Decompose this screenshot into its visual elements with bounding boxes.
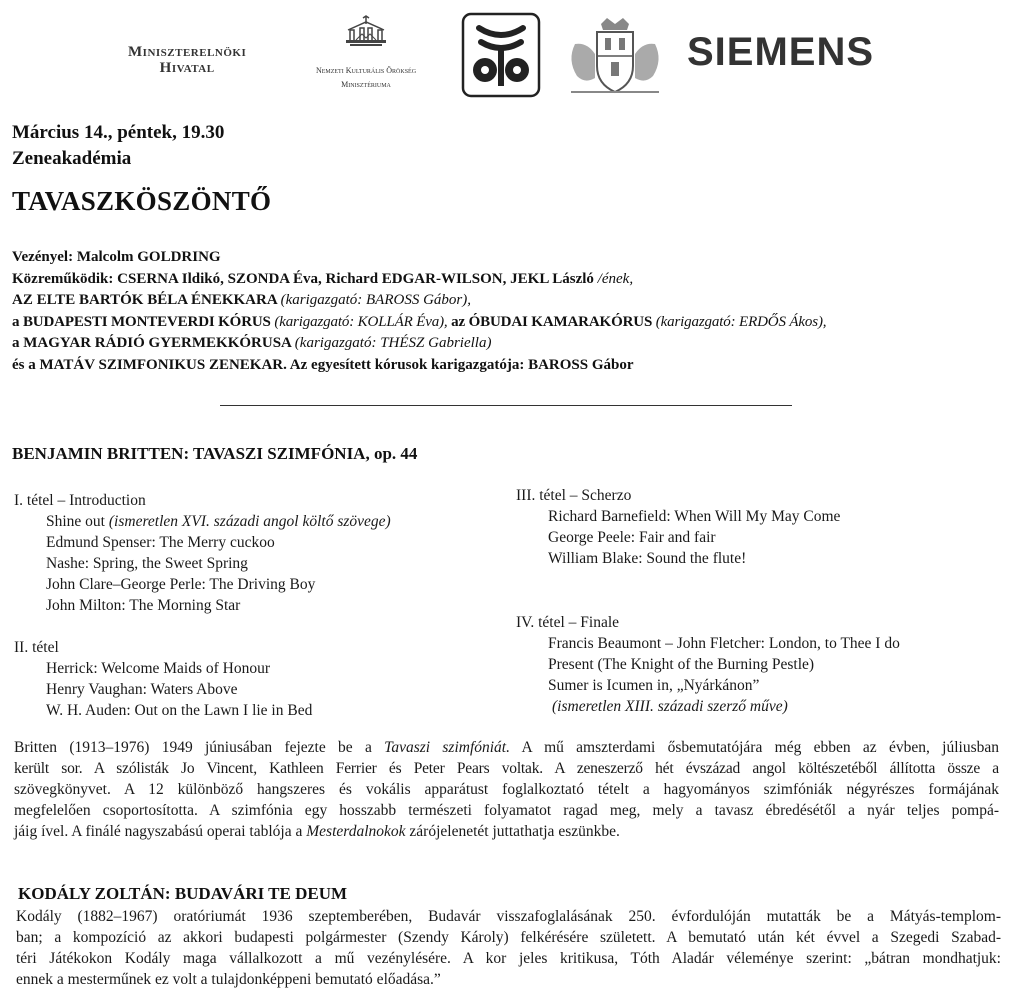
- movement-item: Herrick: Welcome Maids of Honour: [46, 660, 271, 677]
- choir-line: AZ ELTE BARTÓK BÉLA ÉNEKKARA (karigazgató: BAROSS Gábor),: [12, 292, 471, 308]
- movement-item: Sumer is Icumen in, „Nyárkánon”: [548, 677, 760, 694]
- paragraph-line: Kodály (1882–1967) oratóriumát 1936 szeptemberében, Budavár visszafoglalásának 250. évfordulóján mutatták be a Mátyás-templom-: [16, 908, 1001, 925]
- logo-siemens: SIEMENS: [687, 30, 875, 74]
- paragraph-line: téri Játékokon Kodály maga vállalkozott a mű vezénylésére. A kor jeles kritikusa, Tóth Aladár véleménye szerint: „bátran mondhatjuk:: [16, 950, 1001, 967]
- orchestra-line: és a MATÁV SZIMFONIKUS ZENEKAR. Az egyesített kórusok karigazgatója: BAROSS Gábor: [12, 356, 634, 373]
- movement-title: IV. tétel – Finale: [516, 614, 620, 631]
- movement-title: III. tétel – Scherzo: [516, 487, 632, 504]
- movement-item: Richard Barnefield: When Will My May Come: [548, 508, 841, 525]
- movement-3: [516, 485, 840, 569]
- movement-item: Present (The Knight of the Burning Pestle): [548, 656, 815, 673]
- paragraph-line: szövegkönyvet. A 12 különböző hangszeres és vokális apparátust foglalkoztató tételt a hagyományos szimfóniák négyrészes formájának: [14, 781, 999, 798]
- movement-item: William Blake: Sound the flute!: [548, 550, 747, 567]
- movement-title: II. tétel: [14, 639, 59, 656]
- paragraph-line: ennek a mesterműnek ez volt a tulajdonképpeni bemutató előadása.”: [16, 971, 441, 988]
- soloists-line: Közreműködik: CSERNA Ildikó, SZONDA Éva, Richard EDGAR-WILSON, JEKL László /ének,: [12, 270, 634, 287]
- movement-title: I. tétel – Introduction: [14, 492, 146, 509]
- movement-item: (ismeretlen XIII. századi szerző műve): [552, 698, 788, 715]
- sponsor-logos: [0, 0, 1012, 110]
- section-divider: [220, 405, 792, 406]
- britten-description: [14, 737, 999, 842]
- movement-item: Shine out (ismeretlen XVI. századi angol költő szövege): [46, 513, 391, 530]
- movement-2: [14, 637, 312, 721]
- paragraph-line: ban; a kompozíció az akkori budapesti polgármester (Szendy Károly) felkérésére született. A bemutató után két évvel a Szegedi Szabad-: [16, 929, 1001, 946]
- ministry-emblem-icon: [336, 14, 396, 58]
- movement-item: W. H. Auden: Out on the Lawn I lie in Bed: [46, 702, 313, 719]
- movement-4: [516, 612, 900, 717]
- movement-item: Francis Beaumont – John Fletcher: London, to Thee I do: [548, 635, 900, 652]
- logo-nko-ministry: Nemzeti Kulturális Örökség Minisztériuma: [300, 14, 432, 91]
- movement-item: John Milton: The Morning Star: [46, 597, 241, 614]
- movement-item: Nashe: Spring, the Sweet Spring: [46, 555, 248, 572]
- event-title: TAVASZKÖSZÖNTŐ: [12, 186, 272, 216]
- event-venue: Zeneakadémia: [12, 148, 132, 169]
- movement-item: Henry Vaughan: Waters Above: [46, 681, 238, 698]
- movement-item: Edmund Spenser: The Merry cuckoo: [46, 534, 275, 551]
- conductor-line: Vezényel: Malcolm GOLDRING: [12, 249, 221, 265]
- logo-miniszterelnoki-hivatal: Miniszterelnöki Hivatal: [128, 44, 247, 76]
- movement-item: George Peele: Fair and fair: [548, 529, 716, 546]
- budapest-coat-of-arms-icon: [561, 14, 669, 98]
- choir-line: a BUDAPESTI MONTEVERDI KÓRUS (karigazgató: KOLLÁR Éva), az ÓBUDAI KAMARAKÓRUS (karigazgató: ERDŐS Ákos),: [12, 313, 827, 330]
- festival-mark-icon: [461, 12, 541, 98]
- paragraph-line: megfelelően csoportosította. A szimfónia egy hosszabb természeti folyamatot ragad meg, mely a tavasz ébredésétől a nyár teljes pompá-: [14, 802, 999, 819]
- britten-heading: BENJAMIN BRITTEN: TAVASZI SZIMFÓNIA, op. 44: [12, 444, 418, 463]
- choir-line: a MAGYAR RÁDIÓ GYERMEKKÓRUSA (karigazgató: THÉSZ Gabriella): [12, 335, 492, 351]
- paragraph-line: került sor. A szólisták Jo Vincent, Kathleen Ferrier és Peter Pears voltak. A zeneszerző hét évszázad angol költészetéből állította össze a: [14, 760, 999, 777]
- performers-block: [12, 247, 1002, 376]
- event-date: Március 14., péntek, 19.30: [12, 122, 225, 143]
- paragraph-line: Britten (1913–1976) 1949 júniusában fejezte be a Tavaszi szimfóniát. A mű amszterdami ősbemutatójára még ebben az évben, júliusban: [14, 739, 999, 756]
- kodaly-heading: KODÁLY ZOLTÁN: BUDAVÁRI TE DEUM: [18, 884, 348, 903]
- paragraph-line: jáig ível. A finálé nagyszabású operai tablója a Mesterdalnokok zárójelenetét juttathatja eszünkbe.: [14, 823, 620, 840]
- kodaly-description: [16, 906, 1001, 990]
- movement-item: John Clare–George Perle: The Driving Boy: [46, 576, 316, 593]
- movement-1: [14, 490, 391, 616]
